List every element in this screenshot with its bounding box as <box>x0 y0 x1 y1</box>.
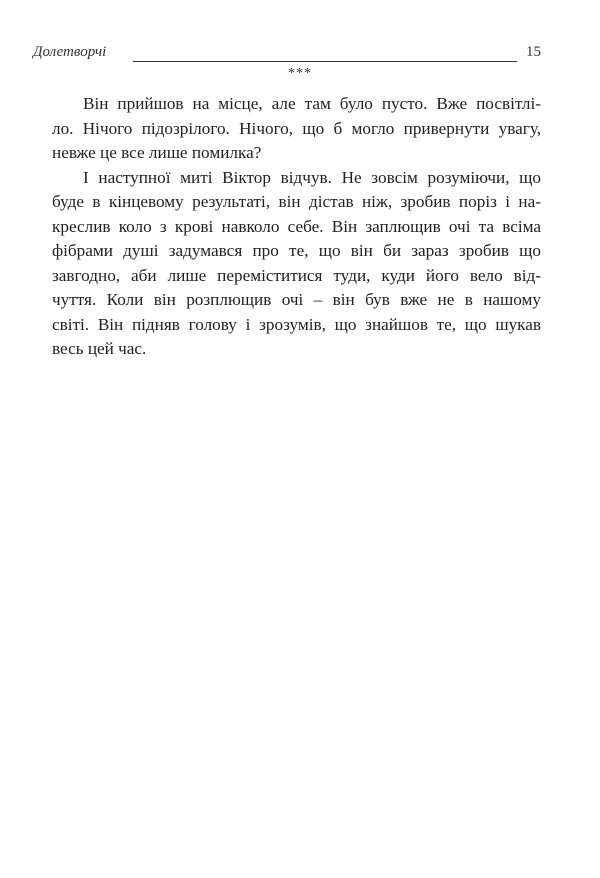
text-line: ло. Нічого підозрілого. Нічого, що б могло привернути увагу, <box>52 118 541 138</box>
text-line: фібрами душі задумався про те, що він би зараз зробив що <box>52 241 541 260</box>
running-title: Долетворчі <box>33 44 107 60</box>
text-line: буде в кінцевому результаті, він дістав ніж, зробив поріз і на- <box>52 192 541 211</box>
page-number: 15 <box>526 44 541 60</box>
text-line: завгодно, аби лише переміститися туди, куди його вело від- <box>52 265 541 285</box>
text-line: креслив коло з крові навколо себе. Він заплющив очі та всіма <box>52 216 541 236</box>
text-line: Він прийшов на місце, але там було пусто. Вже посвітлі- <box>83 94 541 113</box>
section-separator: *** <box>288 66 312 81</box>
paragraph <box>52 92 541 166</box>
text-line: І наступної миті Віктор відчув. Не зовсім розуміючи, що <box>83 167 541 187</box>
text-line: світі. Він підняв голову і зрозумів, що знайшов те, що шукав <box>52 314 541 334</box>
page-header <box>33 44 541 66</box>
paragraph <box>52 166 541 362</box>
text-line: весь цей час. <box>52 339 147 358</box>
body-text <box>52 92 541 362</box>
header-rule <box>133 61 517 62</box>
text-line: невже це все лише помилка? <box>52 143 262 162</box>
text-line: чуття. Коли він розплющив очі – він був вже не в нашому <box>52 290 541 309</box>
